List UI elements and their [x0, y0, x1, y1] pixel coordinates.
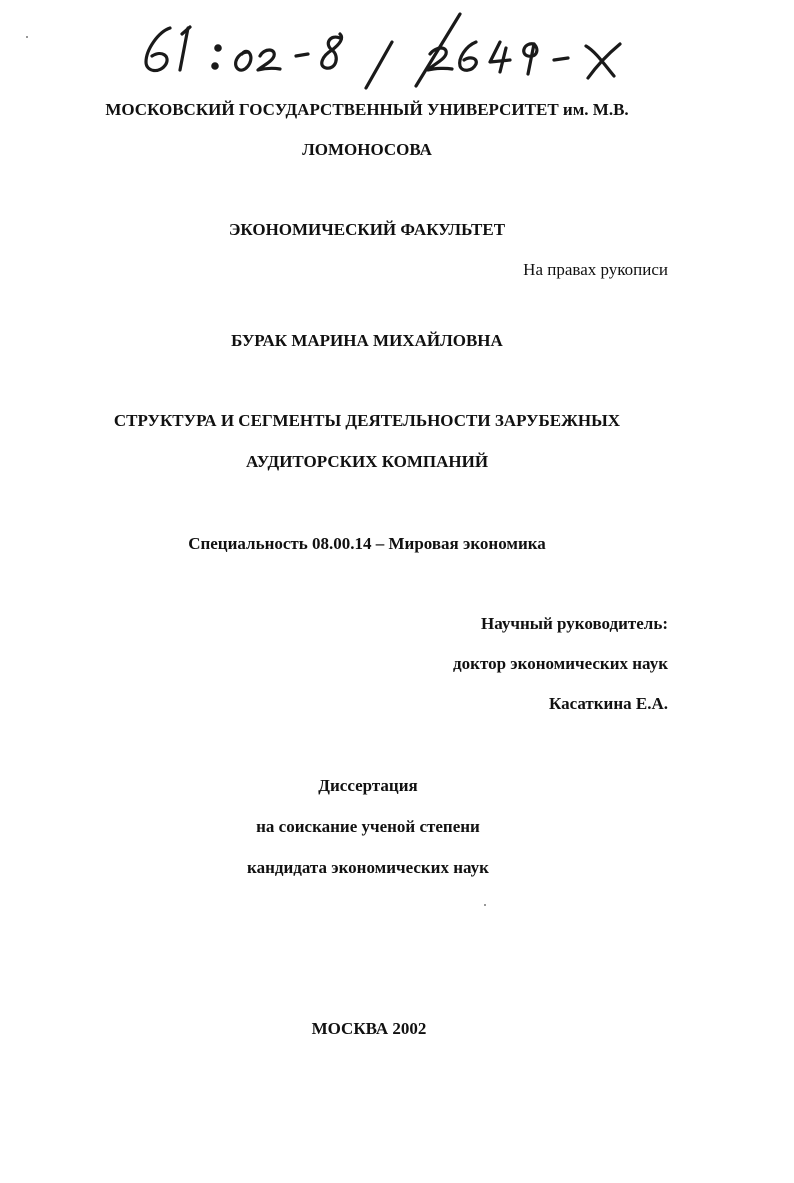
dissertation-line-2: на соискание ученой степени — [256, 817, 480, 836]
university-line-2: ЛОМОНОСОВА — [302, 140, 432, 159]
archive-code-handwritten — [130, 8, 660, 90]
university-line-1: МОСКОВСКИЙ ГОСУДАРСТВЕННЫЙ УНИВЕРСИТЕТ им. М.В. — [105, 100, 629, 119]
specialty: Специальность 08.00.14 – Мировая экономика — [188, 534, 546, 553]
supervisor-degree: доктор экономических наук — [453, 654, 668, 673]
supervisor-label: Научный руководитель: — [481, 614, 668, 633]
scan-speck — [484, 904, 486, 906]
thesis-title-line-1: СТРУКТУРА И СЕГМЕНТЫ ДЕЯТЕЛЬНОСТИ ЗАРУБЕЖНЫХ — [113, 411, 621, 430]
rights-note: На правах рукописи — [523, 260, 668, 279]
supervisor-name: Касаткина Е.А. — [548, 694, 668, 713]
city-year: МОСКВА 2002 — [311, 1019, 427, 1038]
dissertation-line-3: кандидата экономических наук — [247, 858, 489, 877]
faculty: ЭКОНОМИЧЕСКИЙ ФАКУЛЬТЕТ — [228, 220, 506, 239]
scan-speck — [26, 36, 28, 38]
dissertation-line-1: Диссертация — [318, 776, 418, 795]
thesis-title-line-2: АУДИТОРСКИХ КОМПАНИЙ — [245, 452, 489, 471]
author-name: БУРАК МАРИНА МИХАЙЛОВНА — [231, 331, 503, 350]
